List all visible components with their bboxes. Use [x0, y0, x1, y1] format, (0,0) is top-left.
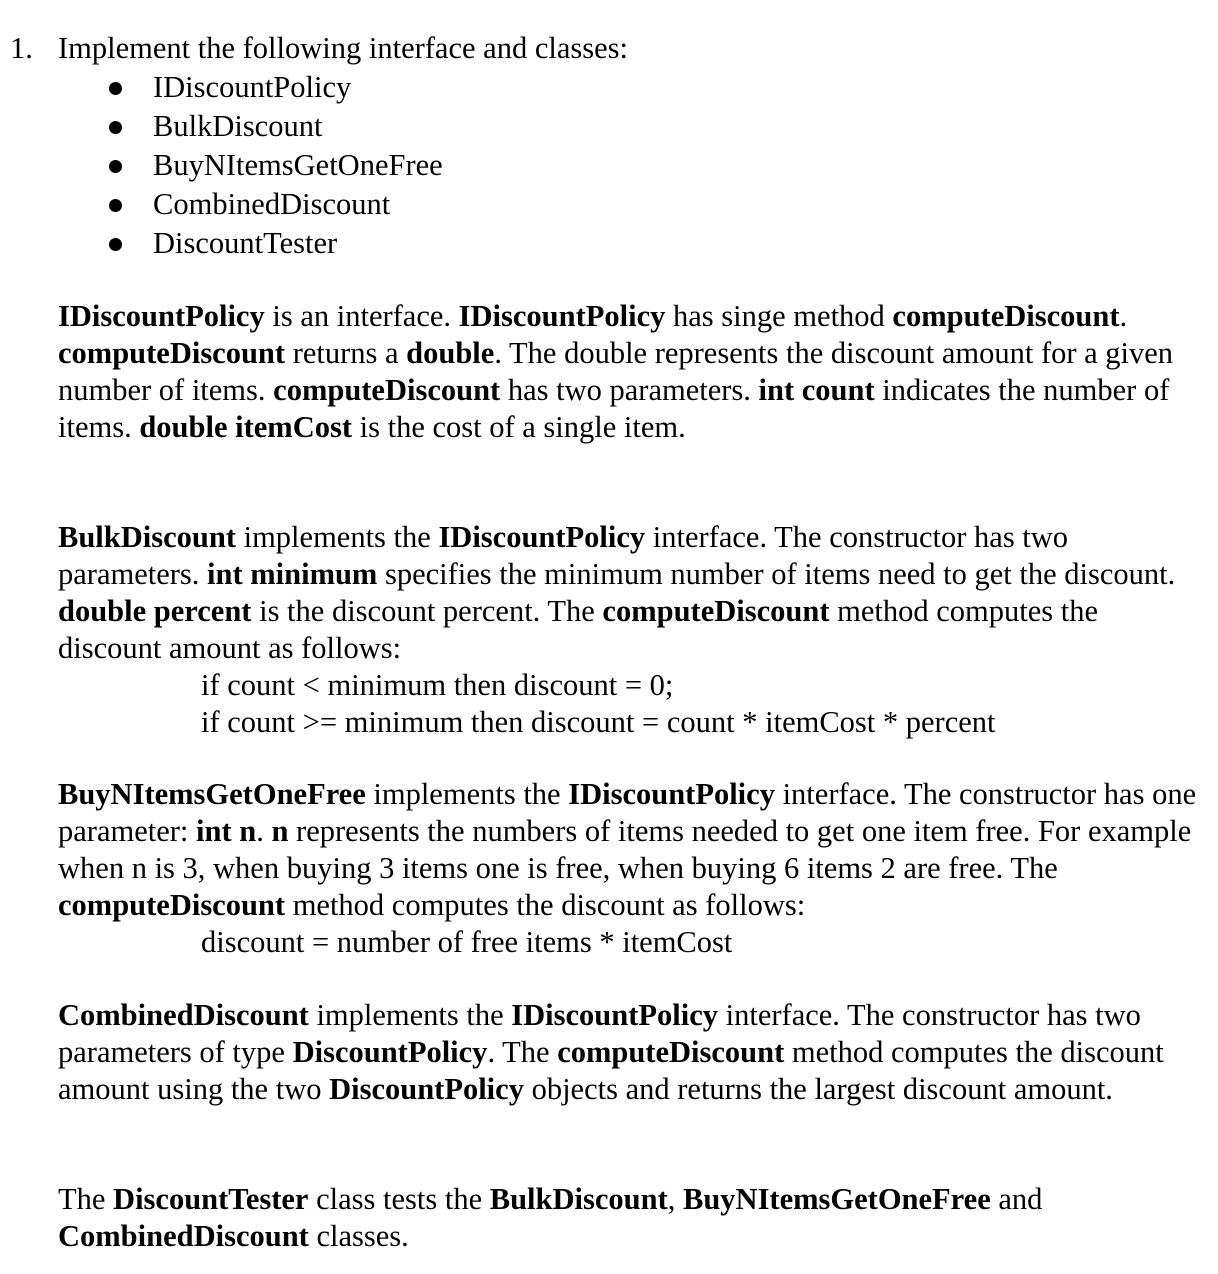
formula-line: if count < minimum then discount = 0; — [201, 668, 674, 702]
bullet-icon — [109, 160, 122, 173]
bullet-icon — [109, 238, 122, 251]
paragraph-discounttester: The DiscountTester class tests the BulkDiscount, BuyNItemsGetOneFree and CombinedDiscount classes. — [58, 1182, 1043, 1253]
question-heading — [10, 30, 628, 67]
formula-line: discount = number of free items * itemCost — [201, 925, 733, 959]
paragraph-idiscountpolicy: IDiscountPolicy is an interface. IDiscountPolicy has singe method computeDiscount. computeDiscount returns a double. The double represents the discount amount for a given number of items. computeDiscount has two parameters. int count indicates the number of items. double itemCost is the cost of a single item. — [58, 299, 1174, 444]
paragraph-combineddiscount: CombinedDiscount implements the IDiscountPolicy interface. The constructor has two parameters of type DiscountPolicy. The computeDiscount method computes the discount amount using the two DiscountPolicy objects and returns the largest discount amount. — [58, 998, 1164, 1106]
formula-line: if count >= minimum then discount = count * itemCost * percent — [201, 705, 996, 739]
list-item: IDiscountPolicy — [0, 69, 443, 108]
paragraph-bulkdiscount: BulkDiscount implements the IDiscountPolicy interface. The constructor has two parameters. int minimum specifies the minimum number of items need to get the discount. double percent is the discount percent. The computeDiscount method computes the discount amount as follows: if count < minimum then discount = 0; if count >= minimum then discount = count * itemCost * percent — [58, 519, 1208, 741]
list-item: DiscountTester — [0, 225, 443, 264]
bullet-icon — [109, 121, 122, 134]
list-item: BulkDiscount — [0, 108, 443, 147]
list-item: CombinedDiscount — [0, 186, 443, 225]
paragraph-buynitemsgetonefree: BuyNItemsGetOneFree implements the IDiscountPolicy interface. The constructor has one parameter: int n. n represents the numbers of items needed to get one item free. For example when n is 3, when buying 3 items one is free, when buying 6 items 2 are free. The computeDiscount method computes the discount as follows: discount = number of free items * itemCost — [58, 776, 1208, 961]
bullet-icon — [109, 82, 122, 95]
bullet-icon — [109, 199, 122, 212]
question-number: 1. — [10, 31, 33, 65]
question-intro: Implement the following interface and classes: — [58, 31, 628, 65]
list-item: BuyNItemsGetOneFree — [0, 147, 443, 186]
class-list — [0, 69, 443, 264]
